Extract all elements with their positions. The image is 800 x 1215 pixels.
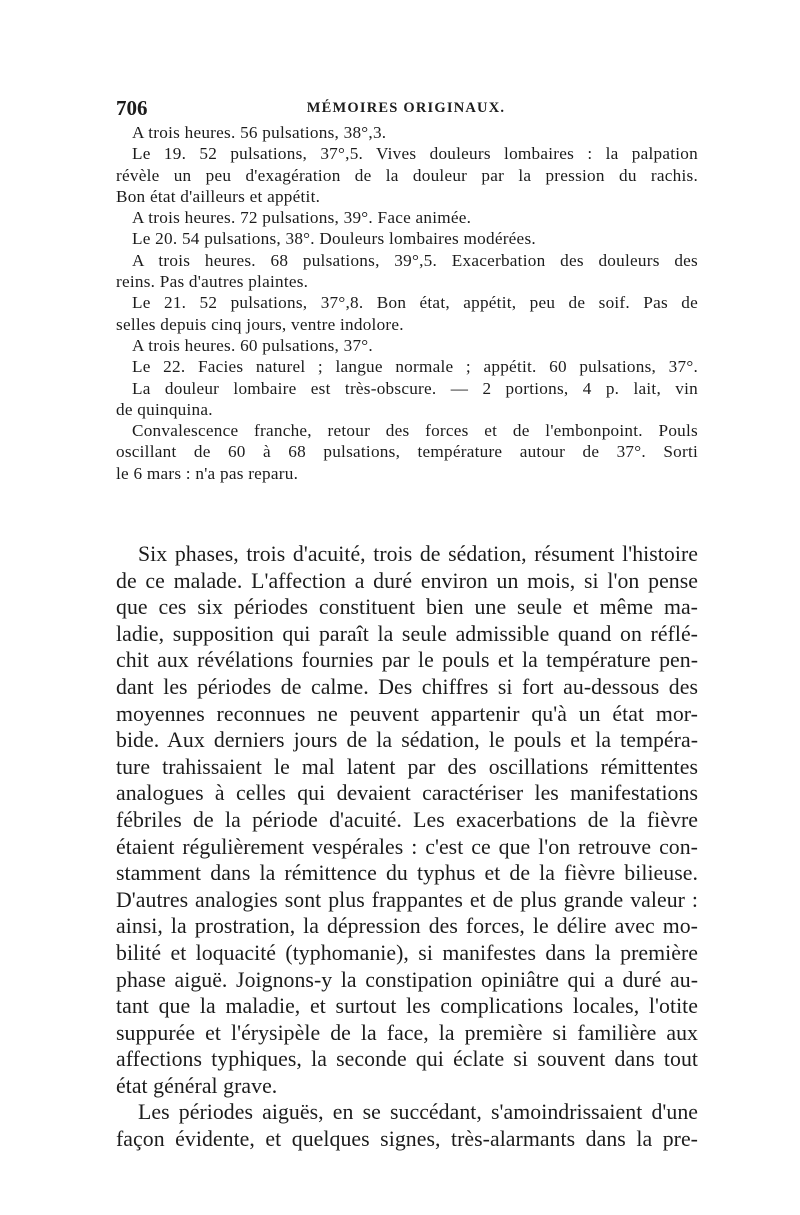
body-line: ainsi, la prostration, la dépression des forces, le délire avec mo- bbox=[116, 914, 698, 939]
body-line: que ces six périodes constituent bien une seule et même ma- bbox=[116, 595, 698, 620]
note-line: A trois heures. 68 pulsations, 39°,5. Exacerbation des douleurs des bbox=[132, 250, 698, 270]
note-line: Le 22. Facies naturel ; langue normale ; appétit. 60 pulsations, 37°. bbox=[132, 357, 698, 377]
body-line: phase aiguë. Joignons-y la constipation opiniâtre qui a duré au- bbox=[116, 967, 698, 992]
body-line: fébriles de la période d'acuité. Les exacerbations de la fièvre bbox=[116, 807, 698, 832]
note-line: Le 21. 52 pulsations, 37°,8. Bon état, appétit, peu de soif. Pas de bbox=[132, 293, 698, 313]
note-line: Bon état d'ailleurs et appétit. bbox=[116, 186, 321, 206]
body-line: D'autres analogies sont plus frappantes et de plus grande valeur : bbox=[116, 887, 698, 912]
note-line: Le 19. 52 pulsations, 37°,5. Vives douleurs lombaires : la palpation bbox=[132, 144, 698, 164]
body-line: suppurée et l'érysipèle de la face, la première si familière aux bbox=[116, 1020, 698, 1045]
note-line: reins. Pas d'autres plaintes. bbox=[116, 272, 309, 292]
body-text bbox=[116, 541, 698, 1153]
body-line: ture trahissaient le mal latent par des oscillations rémittentes bbox=[116, 754, 698, 779]
page-number: 706 bbox=[116, 96, 148, 120]
body-line: bide. Aux derniers jours de la sédation, le pouls et la tempéra- bbox=[116, 728, 698, 753]
body-line: Six phases, trois d'acuité, trois de sédation, résument l'histoire bbox=[138, 542, 698, 566]
note-line: oscillant de 60 à 68 pulsations, température autour de 37°. Sorti bbox=[116, 442, 698, 462]
body-line: étaient régulièrement vespérales : c'est ce que l'on retrouve con- bbox=[116, 834, 698, 859]
note-line: A trois heures. 60 pulsations, 37°. bbox=[132, 335, 373, 355]
body-line: de ce malade. L'affection a duré environ un mois, si l'on pense bbox=[116, 568, 698, 593]
note-line: Le 20. 54 pulsations, 38°. Douleurs lombaires modérées. bbox=[132, 229, 536, 249]
body-line: affections typhiques, la seconde qui éclate si souvent dans tout bbox=[116, 1047, 698, 1072]
note-line: A trois heures. 72 pulsations, 39°. Face animée. bbox=[132, 208, 472, 228]
body-line: état général grave. bbox=[116, 1073, 278, 1098]
body-line: bilité et loquacité (typhomanie), si manifestes dans la première bbox=[116, 940, 698, 965]
note-line: La douleur lombaire est très-obscure. — 2 portions, 4 p. lait, vin bbox=[132, 378, 698, 398]
body-line: façon évidente, et quelques signes, très-alarmants dans la pre- bbox=[116, 1127, 698, 1152]
body-line: chit aux révélations fournies par le pouls et la température pen- bbox=[116, 648, 698, 673]
note-line: Convalescence franche, retour des forces et de l'embonpoint. Pouls bbox=[132, 421, 698, 441]
running-title: MÉMOIRES ORIGINAUX. bbox=[306, 100, 506, 116]
note-line: selles depuis cinq jours, ventre indolore. bbox=[116, 314, 404, 334]
body-line: Les périodes aiguës, en se succédant, s'amoindrissaient d'une bbox=[138, 1100, 698, 1125]
note-line: A trois heures. 56 pulsations, 38°,3. bbox=[132, 123, 387, 142]
body-line: stamment dans la rémittence du typhus et de la fièvre bilieuse. bbox=[116, 861, 698, 886]
note-line: le 6 mars : n'a pas reparu. bbox=[116, 463, 299, 483]
running-header bbox=[112, 96, 700, 120]
body-line: ladie, supposition qui paraît la seule admissible quand on réflé- bbox=[116, 621, 698, 646]
clinical-notes bbox=[116, 122, 698, 484]
body-line: dant les périodes de calme. Des chiffres si fort au-dessous des bbox=[116, 674, 698, 699]
body-line: analogues à celles qui devaient caractériser les manifestations bbox=[116, 781, 698, 806]
body-line: moyennes reconnues ne peuvent appartenir qu'à un état mor- bbox=[116, 701, 698, 726]
note-line: révèle un peu d'exagération de la douleur par la pression du rachis. bbox=[116, 165, 698, 185]
note-line: de quinquina. bbox=[116, 399, 213, 419]
body-line: tant que la maladie, et surtout les complications locales, l'otite bbox=[116, 994, 698, 1019]
